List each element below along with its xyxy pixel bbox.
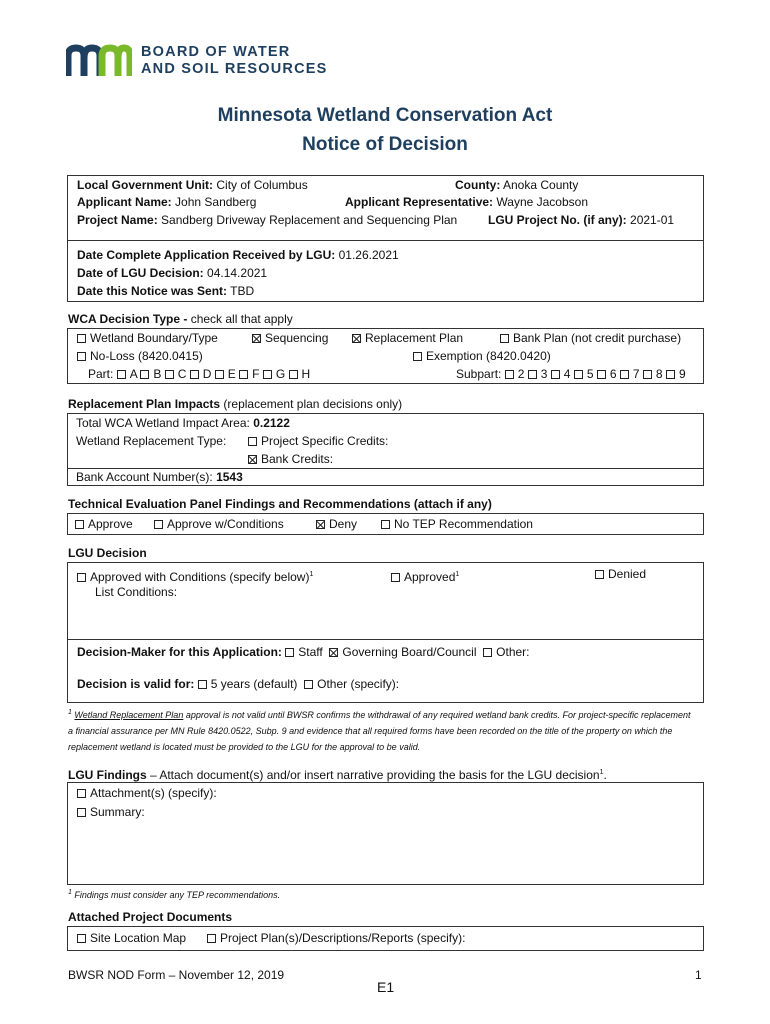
decision-type-box: Wetland Boundary/Type Sequencing Replacement Plan Bank Plan (not credit purchase) No-Loss (8420.0415) Exemption (8420.0420) Part: A B C D E F G H Subpart: 2 3 4 5 6 7 8 9 — [67, 328, 704, 384]
county-value: Anoka County — [503, 178, 579, 192]
project-info-box: Local Government Unit: City of Columbus County: Anoka County Applicant Name: John Sandberg Applicant Representative: Wayne Jacobson Project Name: Sandberg Driveway Replacement and Sequencing Plan LGU Project No. (if any): 2021-01 Date Complete Application Received by LGU: 01.26.2021 Date of LGU Decision: 04.14.2021 Date this Notice was Sent: TBD — [67, 175, 704, 302]
checkbox-checked[interactable] — [352, 334, 361, 343]
decision-date: 04.14.2021 — [207, 266, 268, 280]
checkbox[interactable] — [500, 334, 509, 343]
sent-date: TBD — [230, 284, 255, 298]
checkbox-checked[interactable] — [248, 455, 257, 464]
part-options: Part: A B C D E F G H — [88, 367, 311, 381]
lgu-no-value: 2021-01 — [630, 213, 675, 227]
lgu-decision-box: Approved with Conditions (specify below)$^1$ Approved$^1$ Denied List Conditions: Decision-Maker for this Application: Staff Governing Board/Council Other: Decision is valid for: 5 years (default) Other (specify): — [67, 562, 704, 703]
tep-heading: Technical Evaluation Panel Findings and Recommendations (attach if any) — [68, 497, 492, 511]
page-code: E1 — [377, 979, 395, 995]
document-title: Minnesota Wetland Conservation Act — [217, 105, 553, 126]
lgu-value: City of Columbus — [216, 178, 308, 192]
replacement-footnote: $^1$ Wetland Replacement Plan approval is not valid until BWSR confirms the withdrawal of any required wetland bank credits. For project-specific replacement a financial assurance per MN Rule 8420.0522, Subp. 9 and evidence that all required forms have been recorded on the title of the property on which the replacement wetland is located must be provided to the LGU for the approval to be valid. — [68, 709, 691, 752]
attached-box: Site Location Map Project Plan(s)/Descriptions/Reports (specify): — [67, 926, 704, 951]
bwsr-logo-icon — [66, 44, 132, 76]
checkbox[interactable] — [77, 352, 86, 361]
attached-heading: Attached Project Documents — [68, 910, 233, 924]
lgu-decision-heading: LGU Decision — [68, 546, 147, 560]
checkbox[interactable] — [413, 352, 422, 361]
document-subtitle: Notice of Decision — [302, 134, 468, 155]
findings-box: Attachment(s) (specify): Summary: — [67, 782, 704, 885]
impacts-box: Total WCA Wetland Impact Area: 0.2122 Wetland Replacement Type: Project Specific Credits: Bank Credits: Bank Account Number(s): 1543 — [67, 413, 704, 486]
agency-name: BOARD OF WATER AND SOIL RESOURCES — [141, 44, 328, 77]
checkbox[interactable] — [248, 437, 257, 446]
project-value: Sandberg Driveway Replacement and Sequencing Plan — [161, 213, 458, 227]
findings-footnote: $^1$ Findings must consider any TEP recommendations. — [68, 889, 281, 900]
impact-area-value: 0.2122 — [253, 416, 290, 430]
form-version: BWSR NOD Form – November 12, 2019 — [68, 968, 285, 982]
bank-account-value: 1543 — [216, 470, 243, 484]
findings-heading: LGU Findings – Attach document(s) and/or insert narrative providing the basis for the LGU decision$^1$. — [68, 768, 607, 782]
rep-value: Wayne Jacobson — [496, 195, 588, 209]
received-date: 01.26.2021 — [338, 248, 399, 262]
list-conditions-label: List Conditions: — [95, 585, 178, 599]
tep-box: Approve Approve w/Conditions Deny No TEP Recommendation — [67, 513, 704, 535]
checkbox[interactable] — [77, 334, 86, 343]
decision-type-heading: WCA Decision Type - check all that apply — [68, 312, 293, 326]
subpart-options: Subpart: 2 3 4 5 6 7 8 9 — [456, 367, 686, 381]
impacts-heading: Replacement Plan Impacts (replacement plan decisions only) — [68, 397, 403, 411]
checkbox-checked[interactable] — [252, 334, 261, 343]
page-number: 1 — [695, 968, 702, 982]
applicant-value: John Sandberg — [175, 195, 257, 209]
